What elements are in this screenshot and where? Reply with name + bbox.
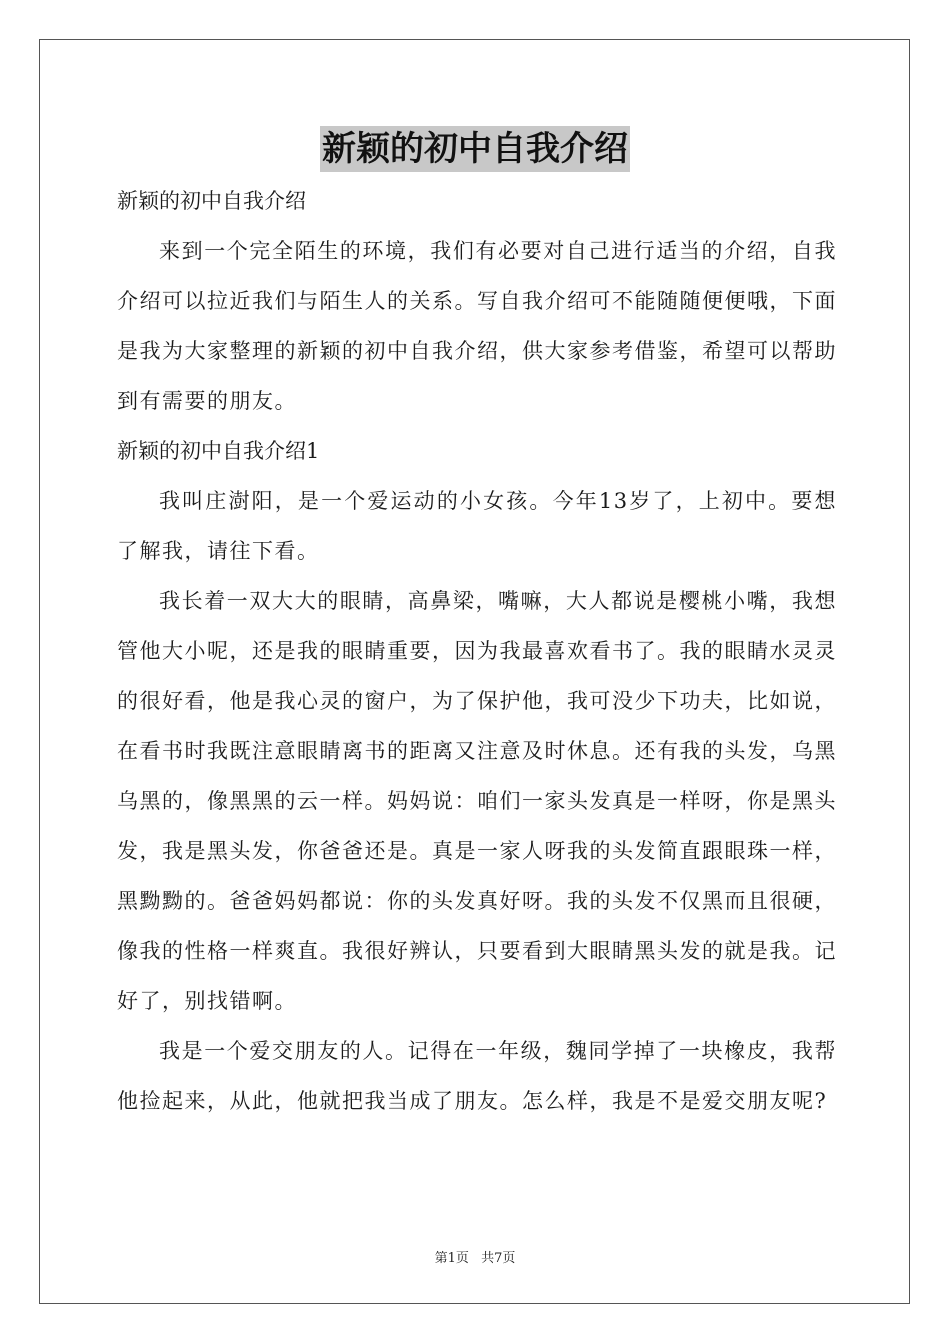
document-body	[117, 176, 837, 1126]
page-total: 共7页	[481, 1251, 516, 1266]
page-footer	[0, 1247, 950, 1266]
page-number: 第1页	[434, 1251, 469, 1266]
document-subtitle: 新颖的初中自我介绍	[117, 189, 306, 213]
body-paragraph-3: 我是一个爱交朋友的人。记得在一年级，魏同学掉了一块橡皮，我帮他捡起来，从此，他就把我当成了朋友。怎么样，我是不是爱交朋友呢?	[117, 1039, 837, 1113]
document-title: 新颖的初中自我介绍	[320, 126, 630, 172]
section-heading: 新颖的初中自我介绍1	[117, 439, 320, 463]
body-paragraph-2: 我长着一双大大的眼睛，高鼻梁，嘴嘛，大人都说是樱桃小嘴，我想管他大小呢，还是我的眼睛重要，因为我最喜欢看书了。我的眼睛水灵灵的很好看，他是我心灵的窗户，为了保护他，我可没少下功夫，比如说，在看书时我既注意眼睛离书的距离又注意及时休息。还有我的头发，乌黑乌黑的，像黑黑的云一样。妈妈说：咱们一家头发真是一样呀，你是黑头发，我是黑头发，你爸爸还是。真是一家人呀我的头发简直跟眼珠一样，黑黝黝的。爸爸妈妈都说：你的头发真好呀。我的头发不仅黑而且很硬，像我的性格一样爽直。我很好辨认，只要看到大眼睛黑头发的就是我。记好了，别找错啊。	[117, 589, 837, 1013]
intro-paragraph: 来到一个完全陌生的环境，我们有必要对自己进行适当的介绍，自我介绍可以拉近我们与陌生人的关系。写自我介绍可不能随随便便哦，下面是我为大家整理的新颖的初中自我介绍，供大家参考借鉴，希望可以帮助到有需要的朋友。	[117, 239, 837, 413]
title-container	[0, 126, 950, 172]
body-paragraph-1: 我叫庄澍阳，是一个爱运动的小女孩。今年13岁了，上初中。要想了解我，请往下看。	[117, 489, 837, 563]
